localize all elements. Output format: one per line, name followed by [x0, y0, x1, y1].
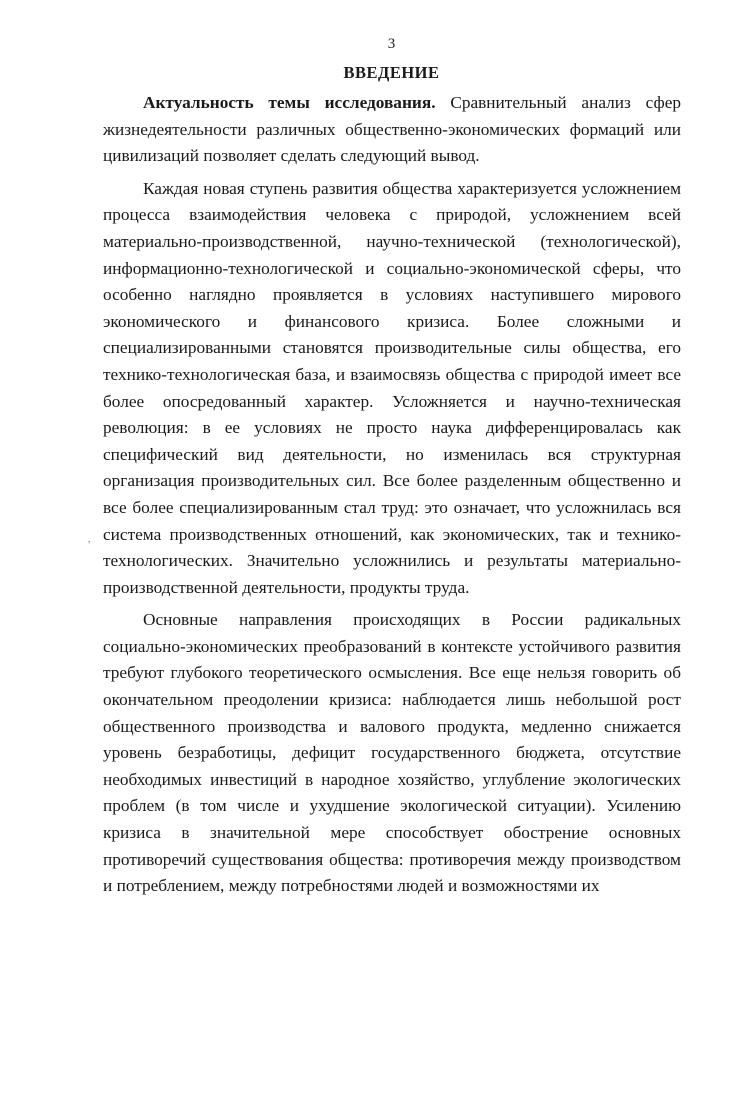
- paragraph-text: Основные направления происходящих в России радикальных социально-экономических преобразований в контексте устойчивого развития требуют глубокого теоретического осмысления. Все еще нельзя говорить об окончательном преодолении кризиса: наблюдается лишь небольшой рост общественного производства и валового продукта, медленно снижается уровень безработицы, дефицит государственного бюджета, отсутствие необходимых инвестиций в народное хозяйство, углубление экологических проблем (в том числе и ухудшение экологической ситуации). Усилению кризиса в значительной мере способствует обострение основных противоречий существования общества: противоречия между производством и потреблением, между потребностями людей и возможностями их: [103, 610, 681, 896]
- paragraph-development: [103, 176, 681, 602]
- scan-speck: ,: [88, 534, 91, 544]
- paragraph-russia: [103, 607, 681, 900]
- page-title: ВВЕДЕНИЕ: [343, 63, 440, 82]
- paragraph-text: Каждая новая ступень развития общества характеризуется усложнением процесса взаимодействия человека с природой, усложнением всей материально-производственной, научно-технической (технологической), информационно-технологической и социально-экономической сферы, что особенно наглядно проявляется в условиях наступившего мирового экономического и финансового кризиса. Более сложными и специализированными становятся производительные силы общества, его технико-технологическая база, и взаимосвязь общества с природой имеет все более опосредованный характер. Усложняется и научно-техническая революция: в ее условиях не просто наука дифференцировалась как специфический вид деятельности, но изменилась вся структурная организация производительных сил. Все более разделенным общественно и все более специализированным стал труд: это означает, что усложнилась вся система производственных отношений, как экономических, так и технико-технологических. Значительно усложнились и результаты материально-производственной деятельности, продукты труда.: [103, 178, 681, 597]
- paragraph-relevance: [103, 90, 681, 170]
- page-number: 3: [387, 36, 396, 52]
- document-body: [103, 90, 681, 906]
- paragraph-text: Сравнительный анализ сфер жизнедеятельности различных общественно-экономических формаций или цивилизаций позволяет сделать следующий вывод.: [103, 93, 682, 166]
- paragraph-lead: Актуальность темы исследования.: [143, 93, 436, 112]
